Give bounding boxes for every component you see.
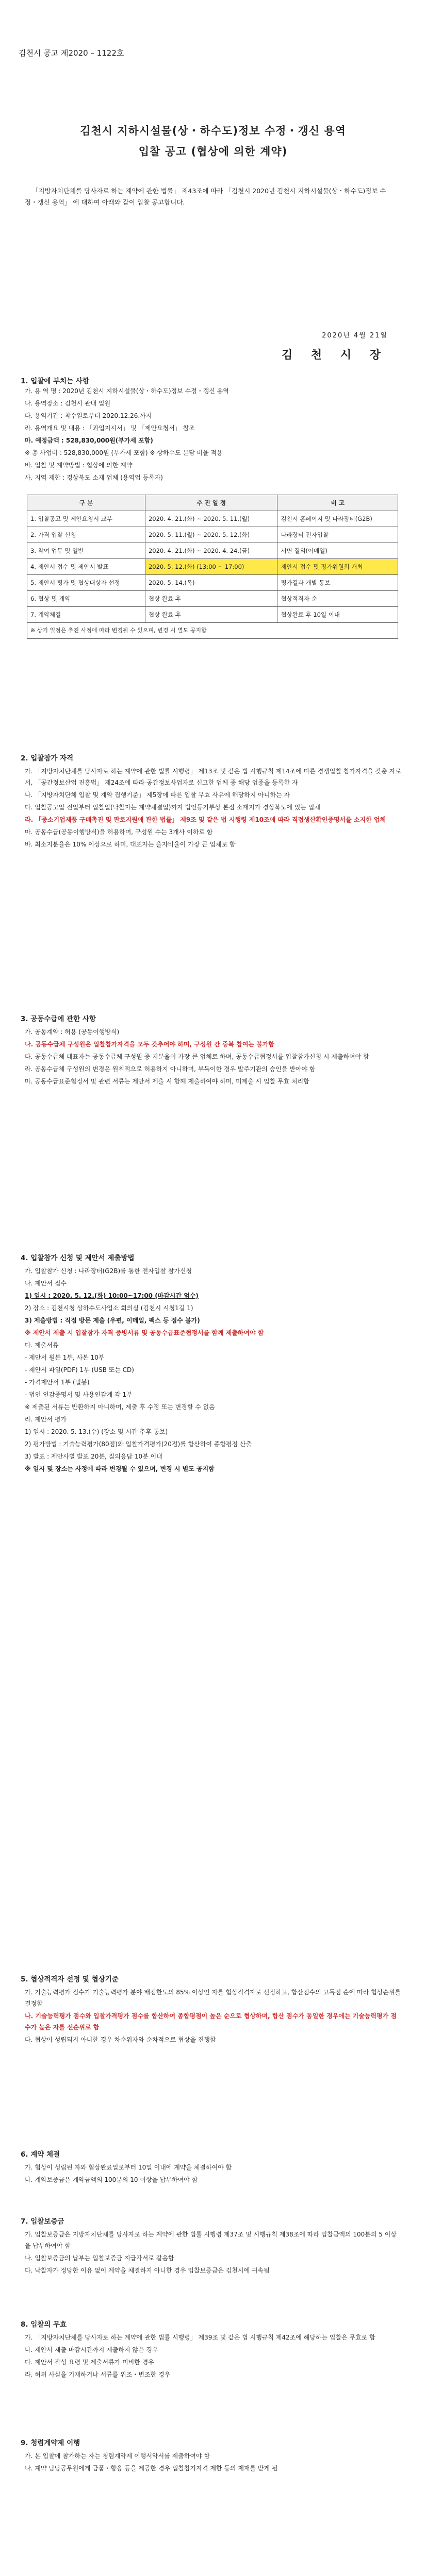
section-2-heading: 2. 입찰참가 자격: [21, 754, 74, 762]
s9-line: 가. 본 입찰에 참가하는 자는 청렴계약제 이행서약서를 제출하여야 함: [25, 2452, 210, 2460]
s8-line: 가. 「지방자치단체를 당사자로 하는 계약에 관한 법률 시행령」 제39조 및 같은 법 시행규칙 제42조에 해당하는 입찰은 무효로 함: [25, 2334, 375, 2341]
s4-line: ※ 제출된 서류는 반환하지 아니하며, 제출 후 수정 또는 변경할 수 없음: [25, 1403, 215, 1411]
section-7-body: [25, 2229, 401, 2277]
table-row: [27, 559, 398, 575]
table-cell: 제안서 접수 및 평가위원회 개최: [277, 559, 398, 575]
intro-paragraph: 「지방자치단체를 당사자로 하는 계약에 관한 법률」 제43조에 따라 「김천시 2020년 김천시 지하시설물(상・하수도)정보 수정・갱신 용역」 에 대하여 아래와 같이 입찰 공고합니다.: [25, 187, 386, 206]
s4-line: 나. 제안서 접수: [25, 1280, 67, 1287]
section-6-body: [25, 2162, 401, 2187]
table-cell: 나라장터 전자입찰: [277, 527, 398, 543]
s4-line: 2) 장소 : 김천시청 상하수도사업소 회의실 (김천시 시청1길 1): [25, 1304, 193, 1312]
s4-line: - 제안서 파일(PDF) 1부 (USB 또는 CD): [25, 1366, 134, 1374]
notice-number: 김천시 공고 제2020 – 1122호: [19, 48, 124, 58]
s3-line: 라. 공동수급체 구성원의 변경은 원칙적으로 허용하지 아니하며, 부득이한 경우 발주기관의 승인을 받아야 함: [25, 1065, 316, 1073]
s1-line: 사. 지역 제한 : 경상북도 소재 업체 (용역업 등록자): [25, 474, 163, 481]
s4-line: ※ 일시 및 장소는 사정에 따라 변경될 수 있으며, 변경 시 별도 공지함: [25, 1465, 215, 1472]
s4-line: 3) 발표 : 제안사별 발표 20분, 질의응답 10분 이내: [25, 1453, 162, 1460]
s4-line: 라. 제안서 평가: [25, 1416, 67, 1423]
section-9-body: [25, 2450, 401, 2475]
s8-line: 다. 제안서 작성 요령 및 제출서류가 미비한 경우: [25, 2359, 154, 2366]
s4-line: - 법인 인감증명서 및 사용인감계 각 1부: [25, 1391, 133, 1398]
section-5-heading: 5. 협상적격자 선정 및 협상기준: [21, 1975, 119, 1984]
s5-line: 나. 기술능력평가 점수와 입찰가격평가 점수를 합산하여 종합평점이 높은 순으로 협상하며, 합산 점수가 동일한 경우에는 기술능력평가 점수가 높은 자를 선순위로 함: [25, 2012, 397, 2031]
page-title: 김천시 지하시설물(상・하수도)정보 수정・갱신 용역: [80, 125, 346, 137]
s1-line: 바. 입찰 및 계약방법 : 협상에 의한 계약: [25, 462, 133, 469]
section-8-body: [25, 2332, 401, 2381]
section-1-heading: 1. 입찰에 부치는 사항: [21, 377, 89, 385]
section-8-heading: 8. 입찰의 무효: [21, 2320, 67, 2329]
s3-line: 나. 공동수급체 구성원은 입찰참가자격을 모두 갖추어야 하며, 구성원 간 중복 참여는 불가함: [25, 1041, 274, 1048]
section-6-heading: 6. 계약 체결: [21, 2150, 60, 2159]
table-header: 구 분: [27, 495, 145, 511]
s1-line: 가. 용 역 명 : 2020년 김천시 지하시설물(상・하수도)정보 수정・갱신 용역: [25, 387, 229, 395]
s7-line: 나. 입찰보증금의 납부는 입찰보증금 지급각서로 갈음함: [25, 2255, 174, 2262]
table-cell: 협상 완료 후: [145, 591, 277, 607]
s1-line: 라. 용역개요 및 내용 : 「과업지시서」 및 「제안요청서」 참조: [25, 425, 195, 432]
s8-line: 나. 제안서 제출 마감시간까지 제출하지 않은 경우: [25, 2346, 158, 2353]
schedule-table: [27, 495, 398, 639]
table-cell: 2020. 4. 21.(화) ~ 2020. 4. 24.(금): [145, 543, 277, 559]
s3-line: 다. 공동수급체 대표자는 공동수급체 구성원 중 지분율이 가장 큰 업체로 하며, 공동수급협정서를 입찰참가신청 시 제출하여야 함: [25, 1053, 369, 1060]
section-2-body: [25, 766, 401, 851]
table-note: ※ 상기 일정은 추진 사정에 따라 변경될 수 있으며, 변경 시 별도 공지함: [27, 623, 398, 639]
s3-line: 마. 공동수급표준협정서 및 관련 서류는 제안서 제출 시 함께 제출하여야 하며, 미제출 시 입찰 무효 처리함: [25, 1078, 309, 1085]
table-cell: 평가결과 개별 통보: [277, 575, 398, 591]
s2-line: 바. 최소지분율은 10% 이상으로 하며, 대표자는 출자비율이 가장 큰 업체로 함: [25, 841, 236, 848]
table-cell: 2020. 5. 14.(목): [145, 575, 277, 591]
page-subtitle: 입찰 공고 (협상에 의한 계약): [138, 145, 288, 158]
s1-line: 마. 예정금액 : 528,830,000원(부가세 포함): [25, 437, 153, 444]
table-cell: 3. 참여 업무 및 일반: [27, 543, 145, 559]
table-row: [27, 511, 398, 527]
table-cell: 협상완료 후 10일 이내: [277, 607, 398, 623]
table-cell: 협상 완료 후: [145, 607, 277, 623]
s4-line: ※ 제안서 제출 시 입찰참가 자격 증빙서류 및 공동수급표준협정서를 함께 제출하여야 함: [25, 1329, 264, 1336]
s4-line: 1) 일시 : 2020. 5. 13.(수) (장소 및 시간 추후 통보): [25, 1428, 168, 1435]
s2-line: 나. 「지방자치단체 입찰 및 계약 집행기준」 제5장에 따른 입찰 무효 사유에 해당하지 아니하는 자: [25, 791, 290, 799]
s1-line: ※ 총 사업비 : 528,830,000원 (부가세 포함) ※ 상하수도 분담 비율 적용: [25, 449, 223, 456]
table-cell: 6. 협상 및 계약: [27, 591, 145, 607]
table-header-row: [27, 495, 398, 511]
table-cell: 김천시 홈페이지 및 나라장터(G2B): [277, 511, 398, 527]
table-row: [27, 527, 398, 543]
table-row: [27, 575, 398, 591]
section-4-body: [25, 1265, 401, 1476]
s7-line: 다. 낙찰자가 정당한 이유 없이 계약을 체결하지 아니한 경우 입찰보증금은 김천시에 귀속됨: [25, 2267, 270, 2274]
table-cell: 2. 가격 입찰 신청: [27, 527, 145, 543]
s4-line: 다. 제출서류: [25, 1342, 59, 1349]
table-cell: 2020. 4. 21.(화) ~ 2020. 5. 11.(월): [145, 511, 277, 527]
table-header: 추 진 일 정: [145, 495, 277, 511]
s2-line: 라. 「중소기업제품 구매촉진 및 판로지원에 관한 법률」 제9조 및 같은 법 시행령 제10조에 따라 직접생산확인증명서를 소지한 업체: [25, 816, 386, 823]
section-1-body: [25, 385, 401, 484]
s2-line: 마. 공동수급(공동이행방식)을 허용하며, 구성원 수는 3개사 이하로 함: [25, 828, 213, 836]
s2-line: 다. 입찰공고일 전일부터 입찰일(낙찰자는 계약체결일)까지 법인등기부상 본점 소재지가 경상북도에 있는 업체: [25, 804, 320, 811]
s6-line: 나. 계약보증금은 계약금액의 100분의 10 이상을 납부하여야 함: [25, 2176, 198, 2183]
section-4-heading: 4. 입찰참가 신청 및 제안서 제출방법: [21, 1254, 135, 1262]
s5-line: 다. 협상이 성립되지 아니한 경우 차순위자와 순차적으로 협상을 진행함: [25, 2036, 216, 2043]
table-cell: 2020. 5. 12.(화) (13:00 ~ 17:00): [145, 559, 277, 575]
section-7-heading: 7. 입찰보증금: [21, 2217, 64, 2226]
s1-line: 나. 용역장소 : 김천시 관내 일원: [25, 400, 111, 407]
table-cell: 협상적격자 순: [277, 591, 398, 607]
s4-line: 2) 평가방법 : 기술능력평가(80점)와 입찰가격평가(20점)를 합산하여 종합평점 산출: [25, 1440, 252, 1448]
s4-line: 가. 입찰참가 신청 : 나라장터(G2B)를 통한 전자입찰 참가신청: [25, 1267, 192, 1275]
table-cell: 1. 입찰공고 및 제안요청서 교부: [27, 511, 145, 527]
section-3-body: [25, 1026, 401, 1088]
s1-line: 다. 용역기간 : 착수일로부터 2020.12.26.까지: [25, 412, 152, 419]
s5-line: 가. 기술능력평가 점수가 기술능력평가 분야 배점한도의 85% 이상인 자를 협상적격자로 선정하고, 합산점수의 고득점 순에 따라 협상순위를 결정함: [25, 1989, 401, 2007]
table-cell: 2020. 5. 11.(월) ~ 2020. 5. 12.(화): [145, 527, 277, 543]
s4-line: 1) 일시 : 2020. 5. 12.(화) 10:00~17:00 (마감시간 엄수): [25, 1292, 199, 1299]
s9-line: 나. 계약 담당공무원에게 금품・향응 등을 제공한 경우 입찰참가자격 제한 등의 제재를 받게 됨: [25, 2465, 278, 2472]
table-cell: 4. 제안서 접수 및 제안서 발표: [27, 559, 145, 575]
table-row: [27, 591, 398, 607]
table-row: [27, 543, 398, 559]
section-5-body: [25, 1987, 401, 2046]
table-row: [27, 607, 398, 623]
section-9-heading: 9. 청렴계약제 이행: [21, 2439, 80, 2447]
table-cell: 5. 제안서 평가 및 협상대상자 선정: [27, 575, 145, 591]
s7-line: 가. 입찰보증금은 지방자치단체를 당사자로 하는 계약에 관한 법률 시행령 제37조 및 시행규칙 제38조에 따라 입찰금액의 100분의 5 이상을 납부하여야 함: [25, 2231, 397, 2249]
s6-line: 가. 협상이 성립된 자와 협상완료일로부터 10일 이내에 계약을 체결하여야 함: [25, 2164, 232, 2171]
notice-date: 2020년 4월 21일: [322, 332, 388, 340]
s3-line: 가. 공동계약 : 허용 (공동이행방식): [25, 1028, 120, 1036]
table-cell: 서면 질의(이메일): [277, 543, 398, 559]
s4-line: - 가격제안서 1부 (밀봉): [25, 1379, 90, 1386]
s4-line: 3) 제출방법 : 직접 방문 제출 (우편, 이메일, 팩스 등 접수 불가): [25, 1317, 200, 1324]
table-header: 비 고: [277, 495, 398, 511]
s8-line: 라. 허위 사실을 기재하거나 서류를 위조・변조한 경우: [25, 2371, 171, 2378]
table-note-row: [27, 623, 398, 639]
s2-line: 가. 「지방자치단체를 당사자로 하는 계약에 관한 법률 시행령」 제13조 및 같은 법 시행규칙 제14조에 따른 경쟁입찰 참가자격을 갖춘 자로서, 「공간정보산업 진흥법」 제24조에 따라 공간정보사업자로 신고한 업체 중 해당 업종을 등록한 자: [25, 768, 401, 786]
s4-line: - 제안서 원본 1부, 사본 10부: [25, 1354, 105, 1361]
signer: 김 천 시 장: [282, 349, 388, 362]
section-3-heading: 3. 공동수급에 관한 사항: [21, 1015, 96, 1023]
table-cell: 7. 계약체결: [27, 607, 145, 623]
